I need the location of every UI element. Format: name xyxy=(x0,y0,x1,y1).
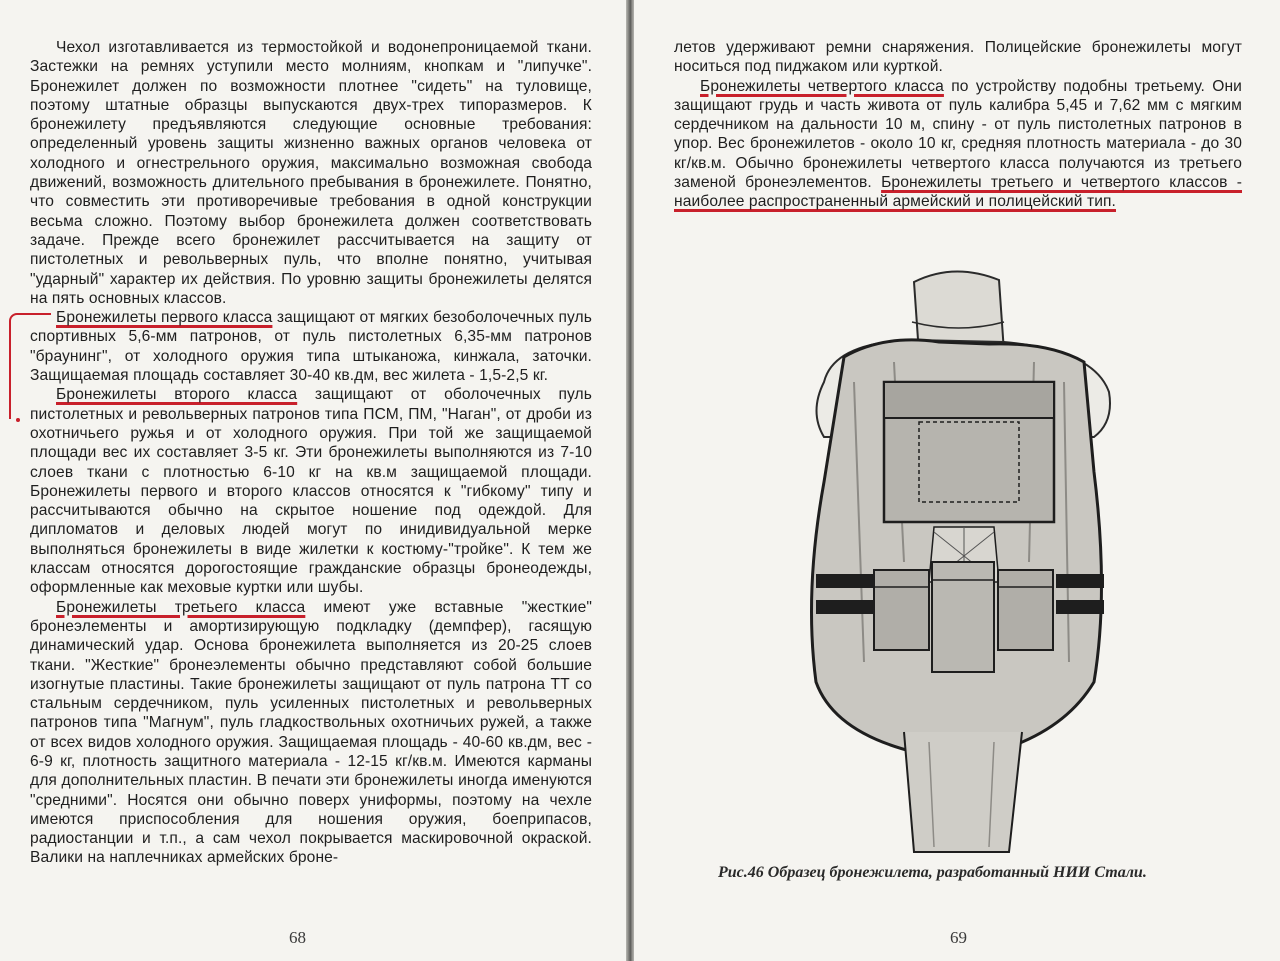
page-number: 69 xyxy=(950,928,967,947)
right-page xyxy=(634,0,1280,961)
margin-dot-mark xyxy=(16,418,20,422)
paragraph-class-2 xyxy=(30,385,592,597)
paragraph-text: защищают от мягких безоболочечных пуль спортивных 5,6-мм патронов, от пуль пистолетных 6,35-мм патронов "браунинг", от холодного оружия типа штыканожа, кинжала, заточки. Защищаемая площадь составляет 30-40 кв.дм, вес жилета - 1,5-2,5 кг. xyxy=(30,309,592,385)
page-number: 68 xyxy=(289,928,306,947)
paragraph-text: имеют уже вставные "жесткие" бронеэлементы и амортизирующую подкладку (демпфер), гасящую динамический удар. Основа бронежилета выполняется из 20-25 слоев ткани. "Жесткие" бронеэлементы обычно представляют собой большие изогнутые пластины. Такие бронежилеты защищают от пуль патрона ТТ со стальным сердечником, пуль усиленных пистолетных и револьверных патронов типа "Магнум", пуль гладкоствольных охотничьих ружей, а также от всех видов холодного оружия. Защищаемая площадь - 40-60 кв.дм, вес - 6-9 кг, плотность защитного материала - 12-15 кг/кв.м. Имеются карманы для дополнительных пластин. В печати эти бронежилеты иногда именуются "средними". Носятся они обычно поверх униформы, поэтому на чехле имеются приспособления для ношения оружия, боеприпасов, радиостанции и т.п., а сам чехол покрывается маскировочной окраской. Валики на наплечниках армейских броне- xyxy=(30,598,592,867)
right-text-column xyxy=(674,38,1242,212)
paragraph-class-1 xyxy=(30,308,592,385)
highlighted-term: Бронежилеты третьего класса xyxy=(56,598,306,616)
left-page xyxy=(0,0,628,961)
highlighted-term: Бронежилеты первого класса xyxy=(56,309,273,327)
paragraph-text: летов удерживают ремни снаряжения. Полицейские бронежилеты могут носиться под пиджаком или курткой. xyxy=(674,39,1242,76)
left-text-column xyxy=(30,38,592,868)
paragraph-intro xyxy=(30,38,592,308)
paragraph-class-4 xyxy=(674,77,1242,212)
paragraph-class-3 xyxy=(30,598,592,868)
highlighted-term: Бронежилеты второго класса xyxy=(56,386,298,404)
paragraph-text: по устройству подобны третьему. Они защищают грудь и часть живота от пуль калибра 5,45 и 7,62 мм с мягким сердечником на дальности 10 м, спину - от пуль пистолетных патронов в упор. Вес бронежилетов - около 10 кг, средняя плотность материала - до 30 кг/кв.м. Обычно бронежилеты четвертого класса получаются из третьего заменой бронеэлементов. xyxy=(674,77,1242,192)
figure-caption: Рис.46 Образец бронежилета, разработанный НИИ Стали. xyxy=(718,864,1147,881)
body-armor-vest-illustration xyxy=(764,262,1154,862)
highlighted-term: Бронежилеты четвертого класса xyxy=(700,77,944,95)
paragraph-text: Чехол изготавливается из термостойкой и водонепроницаемой ткани. Застежки на ремнях уступили место молниям, кнопкам и "липучке". Бронежилет должен по возможности плотнее "сидеть" на туловище, поэтому штатные образцы выпускаются двух-трех типоразмеров. К бронежилету предъявляются следующие основные требования: определенный уровень защиты жизненно важных органов человека от холодного и огнестрельного оружия, максимально возможная свобода движений, возможность длительного пребывания в бронежилете. Понятно, что совместить эти противоречивые требования в одной конструкции весьма сложно. Поэтому выбор бронежилета должен соответствовать задаче. Прежде всего бронежилет рассчитывается на защиту от пистолетных и револьверных пуль, что вполне понятно, учитывая "ударный" характер их действия. По уровню защиты бронежилеты делятся на пять основных классов. xyxy=(30,39,592,307)
highlighted-sentence: Бронежилеты третьего и четвертого классов - наиболее распространенный армейский и полицейский тип. xyxy=(674,174,1242,211)
paragraph-continuation xyxy=(674,38,1242,77)
paragraph-text: защищают от оболочечных пуль пистолетных и револьверных патронов типа ПСМ, ПМ, "Наган", от дроби из охотничьего ружья и от холодного оружия. При той же защищаемой площади вес их составляет 3-5 кг. Эти бронежилеты выполняются из 7-10 слоев ткани с плотностью 6-10 кг на кв.м защищаемой площади. Бронежилеты первого и второго классов относятся к "гибкому" типу и рассчитываются обычно на скрытое ношение под одеждой. Для дипломатов и деловых людей могут по инидивидуальной мерке выполняться бронежилеты в виде жилетки к костюму-"тройке". К тем же классам относятся дорогостоящие гражданские образцы бронеодежды, оформленные как меховые куртки или шубы. xyxy=(30,386,592,597)
